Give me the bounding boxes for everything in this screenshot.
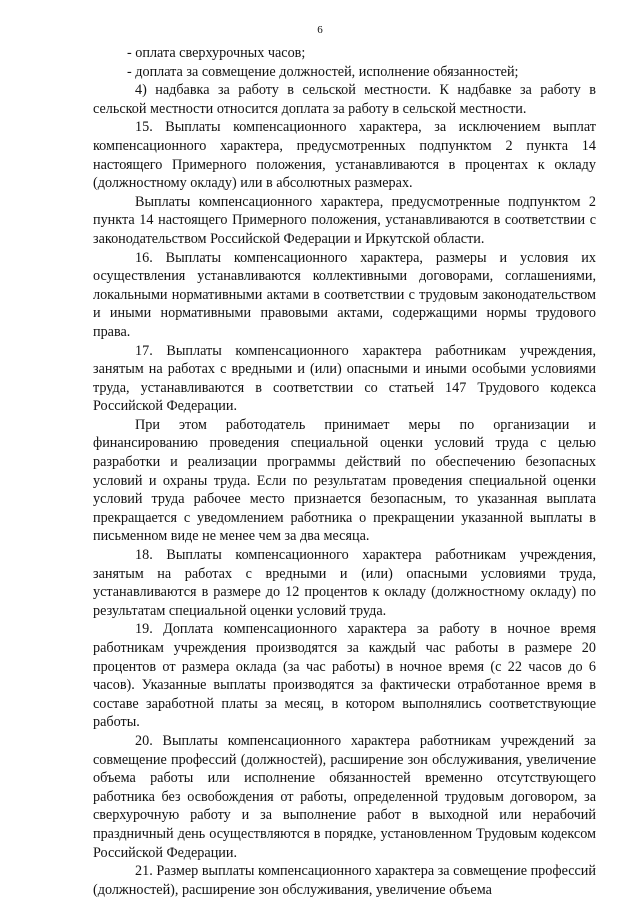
paragraph-item-20: 20. Выплаты компенсационного характера работникам учреждений за совмещение профессий (должностей), расширение зон обслуживания, увеличение объема работы или исполнение обязанностей временно отсутствующего работника без освобождения от работы, определенной трудовым договором, за сверхурочную работу и за выполнение работ в выходной или нерабочий праздничный день осуществляются в порядке, установленном Трудовым кодексом Российской Федерации. xyxy=(93,732,596,861)
paragraph-item-15-continued: Выплаты компенсационного характера, предусмотренные подпунктом 2 пункта 14 настоящего Примерного положения, устанавливаются в соответствии с законодательством Российской Федерации и Иркутской области. xyxy=(93,193,596,247)
paragraph-overtime-pay: - оплата сверхурочных часов; xyxy=(127,45,306,61)
paragraph-item-19: 19. Доплата компенсационного характера за работу в ночное время работникам учреждения производятся за каждый час работы в размере 20 процентов от размера оклада (за час работы) в ночное время (с 22 часов до 6 часов). Указанные выплаты производятся за фактически отработанное время в составе заработной платы за месяц, в котором выполнялись соответствующие работы. xyxy=(93,621,596,731)
paragraph-item-18: 18. Выплаты компенсационного характера работникам учреждения, занятым на работах с вредными и (или) опасными условиями труда, устанавливаются в размере до 12 процентов к окладу (должностному окладу) по результатам специальной оценки условий труда. xyxy=(93,547,596,619)
paragraph-item-17: 17. Выплаты компенсационного характера работникам учреждения, занятым на работах с вредными и (или) опасными и иными особыми условиями труда, устанавливаются в соответствии со статьей 147 Трудового кодекса Российской Федерации. xyxy=(93,342,596,415)
paragraph-item-15: 15. Выплаты компенсационного характера, за исключением выплат компенсационного характера, предусмотренных подпунктом 2 пункта 14 настоящего Примерного положения, устанавливаются в процентах к окладу (должностному окладу) или в абсолютных размерах. xyxy=(93,119,596,192)
paragraph-item-17-continued: При этом работодатель принимает меры по организации и финансированию проведения специальной оценки условий труда с целью разработки и реализации программы действий по обеспечению безопасных условий и охраны труда. Если по результатам проведения специальной оценки условий труда рабочее место признается безопасным, то указанная выплата прекращается с уведомлением работника о прекращении указанной выплаты в письменном виде не менее чем за два месяца. xyxy=(93,416,596,545)
paragraph-rural-allowance: 4) надбавка за работу в сельской местности. К надбавке за работу в сельской местности относится доплата за работу в сельской местности. xyxy=(93,82,596,117)
page-number: 6 xyxy=(317,24,323,36)
paragraph-item-21: 21. Размер выплаты компенсационного характера за совмещение профессий (должностей), расширение зон обслуживания, увеличение объема xyxy=(93,863,596,898)
paragraph-combination-pay: - доплата за совмещение должностей, исполнение обязанностей; xyxy=(127,63,519,80)
document-body xyxy=(93,44,596,899)
paragraph-item-16: 16. Выплаты компенсационного характера, размеры и условия их осуществления устанавливаются коллективными договорами, соглашениями, локальными нормативными актами в соответствии с трудовым законодательством и иными нормативными правовыми актами, содержащими нормы трудового права. xyxy=(93,249,596,340)
